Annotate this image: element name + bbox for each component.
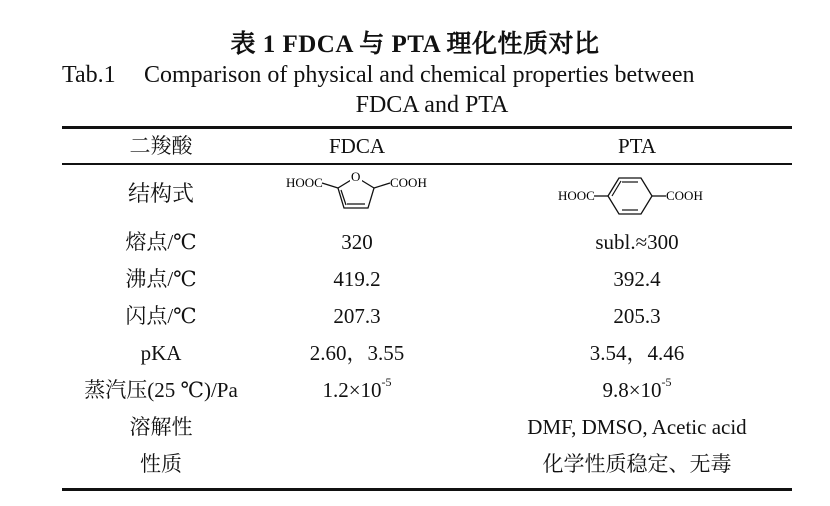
- pta-solubility: DMF, DMSO, Acetic acid: [527, 415, 747, 439]
- fdca-solubility: [264, 410, 450, 444]
- fdca-flash-point: 207.3: [333, 304, 381, 328]
- fdca-pka: 2.60，3.55: [309, 341, 405, 365]
- pta-structure-diagram: [482, 166, 792, 222]
- pta-right-group: COOH: [666, 188, 703, 203]
- table-row: [62, 225, 792, 259]
- row-label-boiling-point: 沸点/℃: [125, 267, 197, 291]
- table-title-cn: 表 1 FDCA 与 PTA 理化性质对比: [230, 31, 600, 58]
- fdca-right-group: COOH: [390, 175, 427, 190]
- table-row: [62, 299, 792, 333]
- pta-vapor-mantissa: 9.8×10: [602, 378, 662, 402]
- row-label-pka: pKA: [140, 341, 182, 365]
- fdca-structure: [264, 166, 450, 222]
- pta-boiling-point: 392.4: [613, 267, 661, 291]
- table-row: [62, 336, 792, 370]
- row-label-structure: 结构式: [127, 181, 194, 206]
- pta-melting-point: subl.≈300: [595, 230, 679, 254]
- row-label-flash-point: 闪点/℃: [125, 304, 197, 328]
- row-label-properties: 性质: [140, 452, 182, 476]
- row-label-melting-point: 熔点/℃: [125, 230, 197, 254]
- fdca-ring-oxygen: O: [351, 169, 361, 184]
- fdca-vapor-mantissa: 1.2×10: [322, 378, 382, 402]
- row-label-vapor-pressure: 蒸汽压(25 ℃)/Pa: [84, 378, 238, 402]
- header-fdca: FDCA: [328, 134, 386, 158]
- row-label-solubility: 溶解性: [129, 415, 193, 439]
- pta-flash-point: 205.3: [613, 304, 661, 328]
- title-en-line1: Comparison of physical and chemical properties between: [144, 62, 695, 88]
- fdca-vapor-exponent: -5: [381, 375, 392, 389]
- fdca-boiling-point: 419.2: [333, 267, 381, 291]
- table-header-row: [62, 129, 792, 163]
- table-row-vapor-pressure: [62, 373, 792, 407]
- pta-vapor-pressure: [482, 373, 792, 407]
- table-number-en: Tab.1: [62, 62, 116, 88]
- pta-vapor-exponent: -5: [661, 375, 672, 389]
- table-row-structure: [62, 166, 792, 222]
- table-title-en: [62, 60, 802, 120]
- pta-properties: 化学性质稳定、无毒: [542, 452, 732, 476]
- fdca-left-group: HOOC: [286, 175, 323, 190]
- pta-structure: [482, 166, 792, 222]
- fdca-melting-point: 320: [341, 230, 373, 254]
- table-bottom-rule: [62, 488, 792, 491]
- table-header-rule: [62, 163, 792, 165]
- title-en-line2: FDCA and PTA: [355, 92, 509, 118]
- header-acid: 二羧酸: [129, 134, 193, 158]
- table-row: [62, 410, 792, 444]
- fdca-vapor-pressure: [264, 373, 450, 407]
- pta-left-group: HOOC: [558, 188, 595, 203]
- header-pta: PTA: [618, 134, 656, 158]
- fdca-properties: [264, 447, 450, 481]
- table-row: [62, 262, 792, 296]
- table-row: [62, 447, 792, 481]
- fdca-structure-diagram: [264, 166, 450, 222]
- pta-pka: 3.54，4.46: [589, 341, 685, 365]
